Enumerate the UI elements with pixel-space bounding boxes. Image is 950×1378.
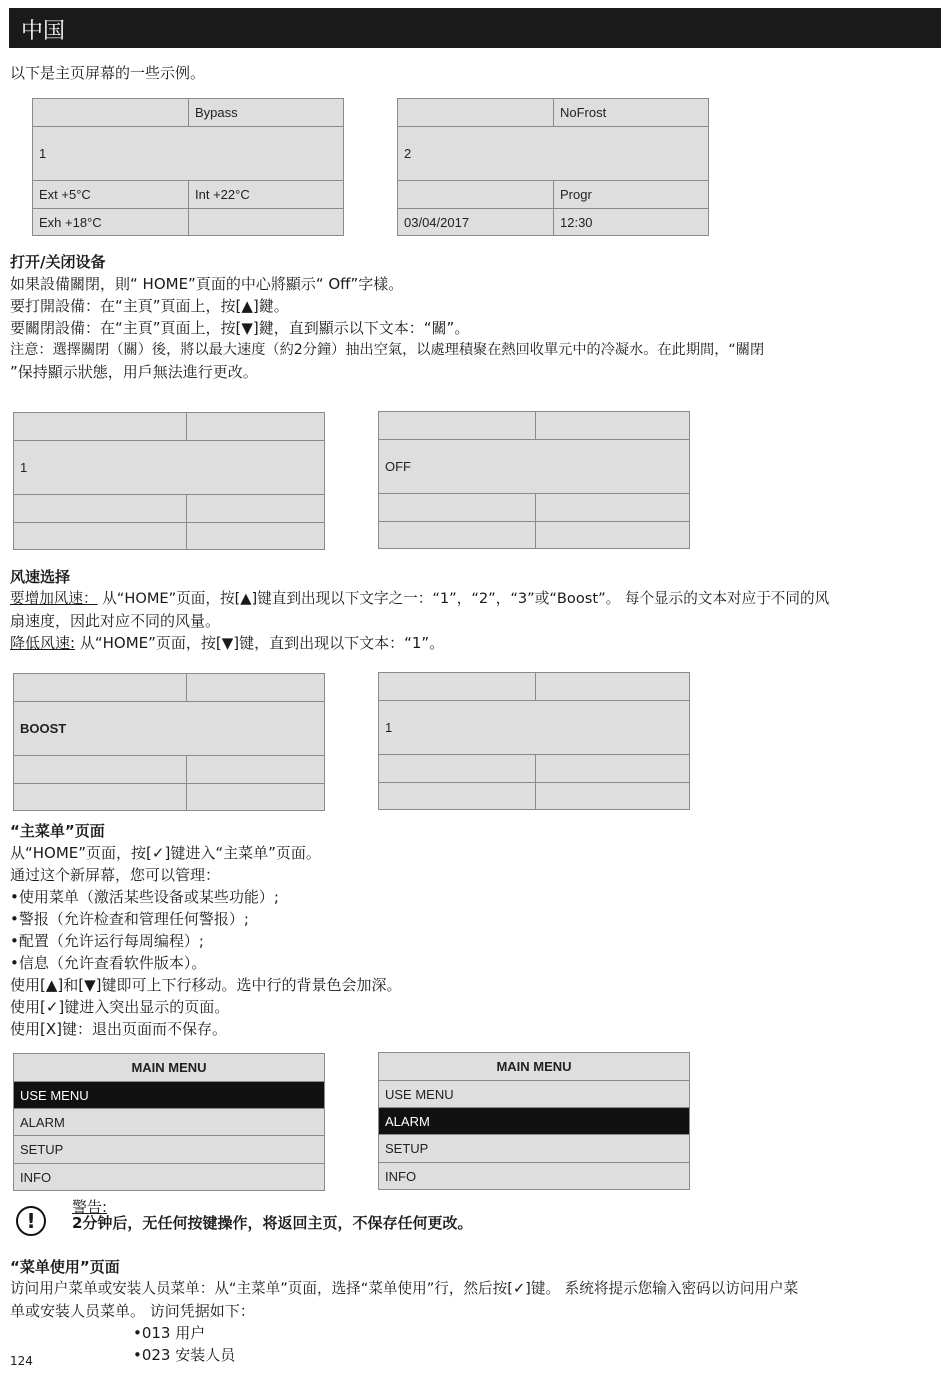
main-menu-screen-1 xyxy=(13,1053,325,1191)
lcd-cell: 03/04/2017 xyxy=(404,214,470,230)
mainmenu-line: 使用[▲]和[▼]键即可上下行移动。选中行的背景色会加深。 xyxy=(10,976,402,994)
menu-item-alarm[interactable]: ALARM xyxy=(14,1109,324,1136)
lcd-cell: NoFrost xyxy=(553,99,708,126)
mainmenu-line: 使用[✓]键进入突出显示的页面。 xyxy=(10,998,230,1016)
screen-boost-example xyxy=(13,673,325,811)
increase-speed-text: 从“HOME”页面，按[▲]键直到出现以下文字之一：“1”，“2”，“3”或“Boost”。 每个显示的文本对应于不同的风 xyxy=(97,590,830,607)
usemenu-heading: “菜单使用”页面 xyxy=(10,1258,120,1276)
lcd-center-value: BOOST xyxy=(20,721,67,736)
lcd-center-value: 1 xyxy=(39,146,47,161)
menu-title: MAIN MENU xyxy=(14,1054,324,1082)
section-title: 中国 xyxy=(21,19,66,44)
mainmenu-line: •配置（允许运行每周编程）; xyxy=(10,932,204,950)
lcd-cell: Progr xyxy=(553,181,708,208)
menu-item-setup[interactable]: SETUP xyxy=(14,1136,324,1164)
warning-text: 2分钟后，无任何按键操作，将返回主页，不保存任何更改。 xyxy=(72,1214,473,1232)
onoff-line: 注意：選擇關閉（關）後，將以最大速度（約2分鐘）抽出空氣，以處理積聚在熱回收單元中的冷凝水。在此期間，“關閉 xyxy=(10,342,765,358)
exclamation-circle-icon: ! xyxy=(16,1206,46,1236)
home-screen-example-2 xyxy=(397,98,709,236)
home-screen-example-1 xyxy=(32,98,344,236)
lcd-center-value: OFF xyxy=(385,459,411,474)
menu-item-info[interactable]: INFO xyxy=(385,1168,417,1184)
menu-item-use-menu[interactable]: USE MENU xyxy=(379,1081,689,1108)
onoff-line: 要打開設備：在“主頁”頁面上，按[▲]鍵。 xyxy=(10,297,289,315)
mainmenu-line: 通过这个新屏幕，您可以管理： xyxy=(10,866,221,884)
onoff-line: 如果設備關閉，則“ HOME”頁面的中心將顯示“ Off”字樣。 xyxy=(10,275,404,293)
screen-off-example xyxy=(378,411,690,549)
usemenu-line: 访问用户菜单或安装人员菜单：从“主菜单”页面，选择“菜单使用”行，然后按[✓]键。 系统将提示您输入密码以访问用户菜 xyxy=(10,1280,799,1297)
lcd-cell: Ext +5°C xyxy=(39,187,91,202)
onoff-line: ”保持顯示狀態，用戶無法進行更改。 xyxy=(10,363,258,381)
lcd-cell xyxy=(398,99,553,126)
screen-on-example xyxy=(13,412,325,550)
mainmenu-line: •信息（允许查看软件版本）。 xyxy=(10,954,207,972)
lcd-center-value: 2 xyxy=(404,146,412,161)
warning-title: 警告: xyxy=(72,1198,108,1216)
lcd-cell xyxy=(188,209,343,235)
usemenu-line: 单或安装人员菜单。 访问凭据如下： xyxy=(10,1302,255,1320)
screen-speed1-example xyxy=(378,672,690,810)
section-header xyxy=(9,8,941,48)
lcd-cell xyxy=(398,181,553,208)
onoff-heading: 打开/关闭设备 xyxy=(10,253,106,271)
credential-installer: •023 安装人员 xyxy=(133,1346,236,1364)
lcd-cell: Bypass xyxy=(188,99,343,126)
menu-item-info[interactable]: INFO xyxy=(20,1169,52,1185)
credential-user: •013 用户 xyxy=(133,1324,206,1342)
mainmenu-line: •警报（允许检查和管理任何警报）; xyxy=(10,910,249,928)
increase-speed-label: 要增加风速： xyxy=(10,590,98,607)
page-number: 124 xyxy=(10,1354,33,1368)
menu-item-alarm[interactable]: ALARM xyxy=(379,1108,689,1135)
lcd-cell: Int +22°C xyxy=(188,181,343,208)
onoff-line: 要關閉設備：在“主頁”頁面上，按[▼]鍵，直到顯示以下文本：“關”。 xyxy=(10,319,470,337)
speed-heading: 风速选择 xyxy=(10,568,71,586)
mainmenu-line: 从“HOME”页面，按[✓]键进入“主菜单”页面。 xyxy=(10,844,321,862)
mainmenu-heading: “主菜单”页面 xyxy=(10,822,105,840)
lcd-cell: Exh +18°C xyxy=(39,214,102,230)
main-menu-screen-2 xyxy=(378,1052,690,1190)
menu-item-setup[interactable]: SETUP xyxy=(379,1135,689,1163)
menu-item-use-menu[interactable]: USE MENU xyxy=(14,1082,324,1109)
mainmenu-line: •使用菜单（激活某些设备或某些功能）; xyxy=(10,888,279,906)
mainmenu-line: 使用[X]键：退出页面而不保存。 xyxy=(10,1020,227,1038)
lcd-center-value: 1 xyxy=(20,460,28,475)
decrease-speed-text: 从“HOME”页面，按[▼]键，直到出现以下文本：“1”。 xyxy=(75,634,445,652)
lcd-center-value: 1 xyxy=(385,720,393,735)
intro-text: 以下是主页屏幕的一些示例。 xyxy=(10,64,206,82)
increase-speed-text-cont: 扇速度，因此对应不同的风量。 xyxy=(10,612,221,630)
menu-title: MAIN MENU xyxy=(379,1053,689,1081)
lcd-cell xyxy=(33,99,188,126)
lcd-cell: 12:30 xyxy=(553,209,708,235)
decrease-speed-label: 降低风速: xyxy=(10,634,76,652)
